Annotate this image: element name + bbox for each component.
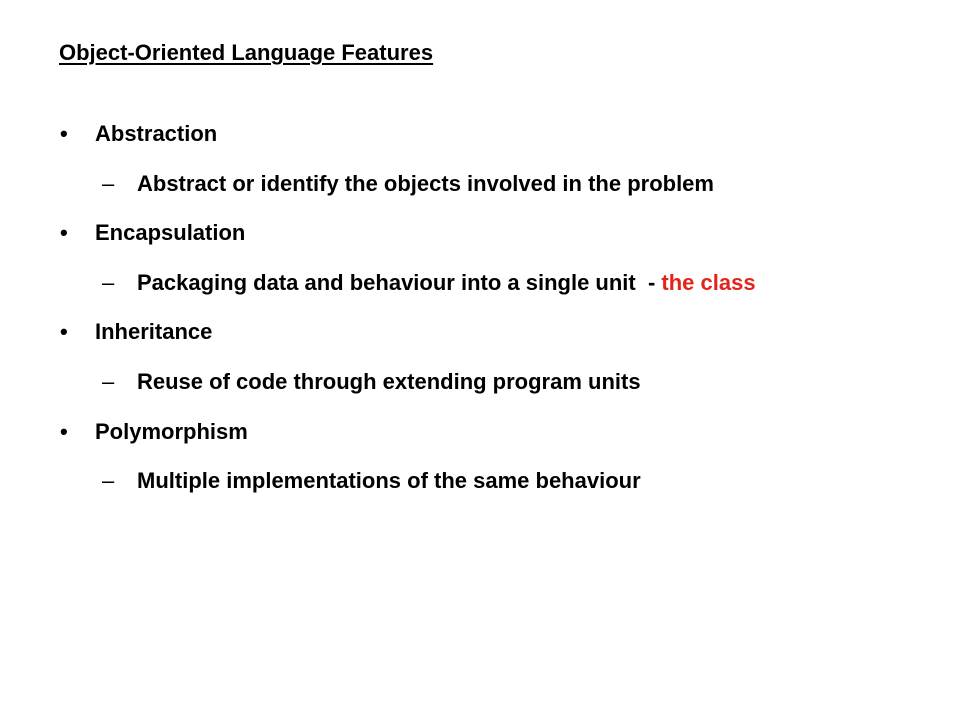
list-item-abstraction xyxy=(60,119,940,169)
dash-icon: – xyxy=(102,269,115,295)
dash-icon: – xyxy=(102,468,115,494)
item-label: Polymorphism xyxy=(95,418,248,444)
item-label: Encapsulation xyxy=(95,220,246,246)
sub-item-encapsulation xyxy=(60,268,940,318)
bullet-icon: • xyxy=(60,418,68,444)
detail-text: Packaging data and behaviour into a single unit - xyxy=(137,269,662,295)
item-label: Inheritance xyxy=(95,319,213,345)
item-detail xyxy=(137,466,641,496)
detail-text: Abstract or identify the objects involved in the problem xyxy=(137,170,714,196)
sub-item-polymorphism xyxy=(60,466,940,516)
dash-icon: – xyxy=(102,368,115,394)
sub-item-inheritance xyxy=(60,367,940,417)
item-detail xyxy=(137,268,756,298)
sub-item-abstraction xyxy=(60,169,940,219)
list-item-polymorphism xyxy=(60,417,940,467)
bullet-icon: • xyxy=(60,220,68,246)
item-label: Abstraction xyxy=(95,121,218,146)
detail-accent: the class xyxy=(661,269,756,295)
item-detail xyxy=(137,367,641,397)
list-item-inheritance xyxy=(60,317,940,367)
detail-text: Multiple implementations of the same behaviour xyxy=(137,468,641,494)
slide-title: Object-Oriented Language Features xyxy=(59,40,434,65)
feature-list xyxy=(60,119,940,516)
item-detail xyxy=(137,169,714,199)
list-item-encapsulation xyxy=(60,218,940,268)
dash-icon: – xyxy=(102,170,115,196)
detail-text: Reuse of code through extending program units xyxy=(137,368,641,394)
bullet-icon: • xyxy=(60,121,68,146)
bullet-icon: • xyxy=(60,319,68,345)
